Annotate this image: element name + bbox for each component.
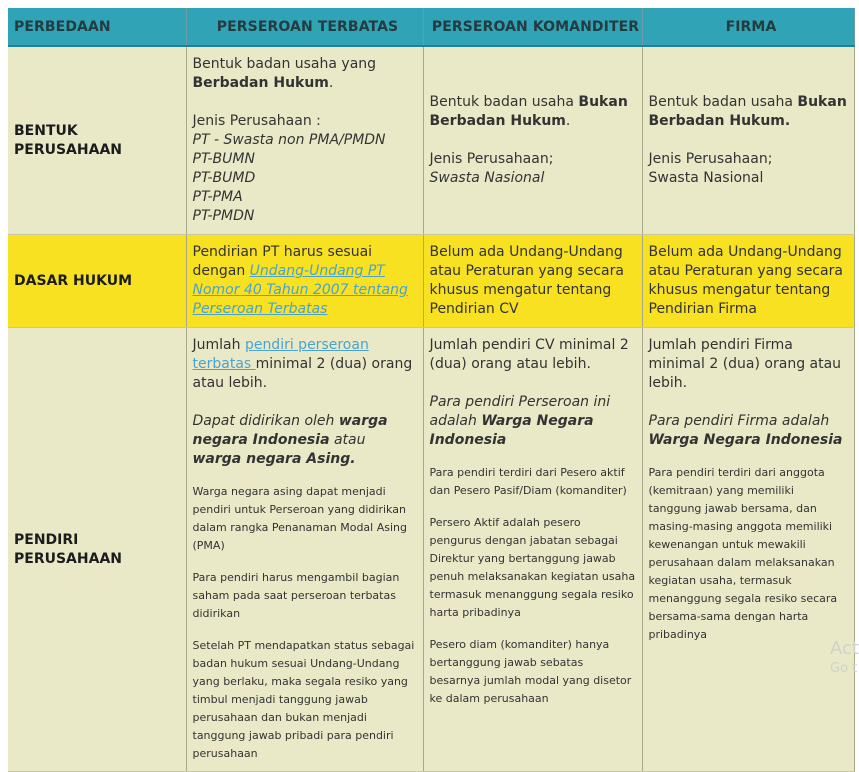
watermark-line-2: Go t <box>830 661 858 676</box>
cell-pendiri-pt <box>186 328 423 772</box>
bentuk-cv-jenis: Swasta Nasional <box>429 170 545 186</box>
pendiri-pt-note: Warga negara asing dapat menjadi pendiri untuk Perseroan yang didirikan dalam rangka Penanaman Modal Asing (PMA) <box>192 485 407 552</box>
pendiri-firma-jumlah: Jumlah pendiri Firma minimal 2 (dua) orang atau lebih. <box>648 337 842 391</box>
cell-pendiri-firma <box>642 328 854 772</box>
pendiri-pt-didirikan: Dapat didirikan oleh warga negara Indonesia atau warga negara Asing. <box>192 413 388 467</box>
bentuk-cv-jenis-label: Jenis Perusahaan; <box>429 151 554 167</box>
bentuk-pt-jenis-item: PT-BUMD <box>192 170 256 186</box>
bentuk-cv-intro: Bentuk badan usaha Bukan Berbadan Hukum. <box>429 94 628 129</box>
activate-windows-watermark <box>830 638 859 678</box>
cell-dasar-firma <box>642 235 854 328</box>
table-row-dasar-hukum <box>8 235 854 328</box>
row-label-bentuk-perusahaan: BENTUK PERUSAHAAN <box>8 46 186 235</box>
pendiri-cv-para: Para pendiri Perseroan ini adalah Warga Negara Indonesia <box>429 394 611 448</box>
header-perseroan-terbatas: PERSEROAN TERBATAS <box>186 8 423 46</box>
dasar-pt-text: Pendirian PT harus sesuai dengan Undang-Undang PT Nomor 40 Tahun 2007 tentang Perseroan Terbatas <box>192 244 408 317</box>
cell-bentuk-pt <box>186 46 423 235</box>
dasar-cv-text: Belum ada Undang-Undang atau Peraturan yang secara khusus mengatur tentang Pendirian CV <box>429 244 624 317</box>
row-label-dasar-hukum: DASAR HUKUM <box>8 235 186 328</box>
bentuk-pt-jenis-item: PT-BUMN <box>192 151 255 167</box>
pendiri-cv-note: Persero Aktif adalah pesero pengurus dengan jabatan sebagai Direktur yang bertanggung jawab penuh melaksanakan kegiatan usaha termasuk menanggung segala resiko harta pribadinya <box>429 516 636 619</box>
cell-pendiri-cv <box>423 328 642 772</box>
header-row <box>8 8 854 46</box>
pendiri-pt-note: Setelah PT mendapatkan status sebagai badan hukum sesuai Undang-Undang yang berlaku, maka segala resiko yang timbul menjadi tanggung jawab perusahaan dan bukan menjadi tanggung jawab pribadi para pendiri perusahaan <box>192 639 415 760</box>
bentuk-firma-intro: Bentuk badan usaha Bukan Berbadan Hukum. <box>648 94 847 129</box>
pendiri-pt-jumlah: Jumlah pendiri perseroan terbatas minimal 2 (dua) orang atau lebih. <box>192 337 413 391</box>
cell-dasar-cv <box>423 235 642 328</box>
cell-bentuk-cv <box>423 46 642 235</box>
pendiri-cv-jumlah: Jumlah pendiri CV minimal 2 (dua) orang atau lebih. <box>429 337 629 372</box>
header-perseroan-komanditer: PERSEROAN KOMANDITER <box>423 8 642 46</box>
row-label-pendiri-perusahaan: PENDIRI PERUSAHAAN <box>8 328 186 772</box>
bentuk-pt-jenis-item: PT-PMA <box>192 189 243 205</box>
header-perbedaan: PERBEDAAN <box>8 8 186 46</box>
bentuk-firma-jenis: Swasta Nasional <box>648 170 764 186</box>
dasar-firma-text: Belum ada Undang-Undang atau Peraturan yang secara khusus mengatur tentang Pendirian Firma <box>648 244 843 317</box>
cell-dasar-pt <box>186 235 423 328</box>
uu-pt-link[interactable]: Undang-Undang PT Nomor 40 Tahun 2007 tentang Perseroan Terbatas <box>192 263 408 317</box>
pendiri-firma-para: Para pendiri Firma adalah Warga Negara Indonesia <box>648 413 843 448</box>
pendiri-cv-note: Pesero diam (komanditer) hanya bertanggung jawab sebatas besarnya jumlah modal yang disetor ke dalam perusahaan <box>429 638 632 705</box>
cell-bentuk-firma <box>642 46 854 235</box>
table-row-pendiri-perusahaan <box>8 328 854 772</box>
pendiri-pt-link[interactable]: pendiri perseroan terbatas <box>192 337 369 372</box>
bentuk-pt-jenis-item: PT-PMDN <box>192 208 255 224</box>
pendiri-pt-note: Para pendiri harus mengambil bagian saham pada saat perseroan terbatas didirikan <box>192 571 400 620</box>
watermark-line-1: Act <box>830 638 859 659</box>
bentuk-pt-intro: Bentuk badan usaha yang Berbadan Hukum. <box>192 56 377 91</box>
comparison-table <box>8 8 855 772</box>
bentuk-pt-jenis-item: PT - Swasta non PMA/PMDN <box>192 132 386 148</box>
pendiri-cv-note: Para pendiri terdiri dari Pesero aktif dan Pesero Pasif/Diam (komanditer) <box>429 466 627 497</box>
table-row-bentuk-perusahaan <box>8 46 854 235</box>
bentuk-pt-jenis-label: Jenis Perusahaan : <box>192 113 321 129</box>
header-firma: FIRMA <box>642 8 854 46</box>
bentuk-firma-jenis-label: Jenis Perusahaan; <box>648 151 773 167</box>
pendiri-firma-note: Para pendiri terdiri dari anggota (kemitraan) yang memiliki tanggung jawab bersama, dan masing-masing anggota memiliki kewenangan untuk mewakili perusahaan dalam melaksanakan kegiatan usaha, termasuk menanggung segala resiko secara bersama-sama dengan harta pribadinya <box>648 466 838 641</box>
